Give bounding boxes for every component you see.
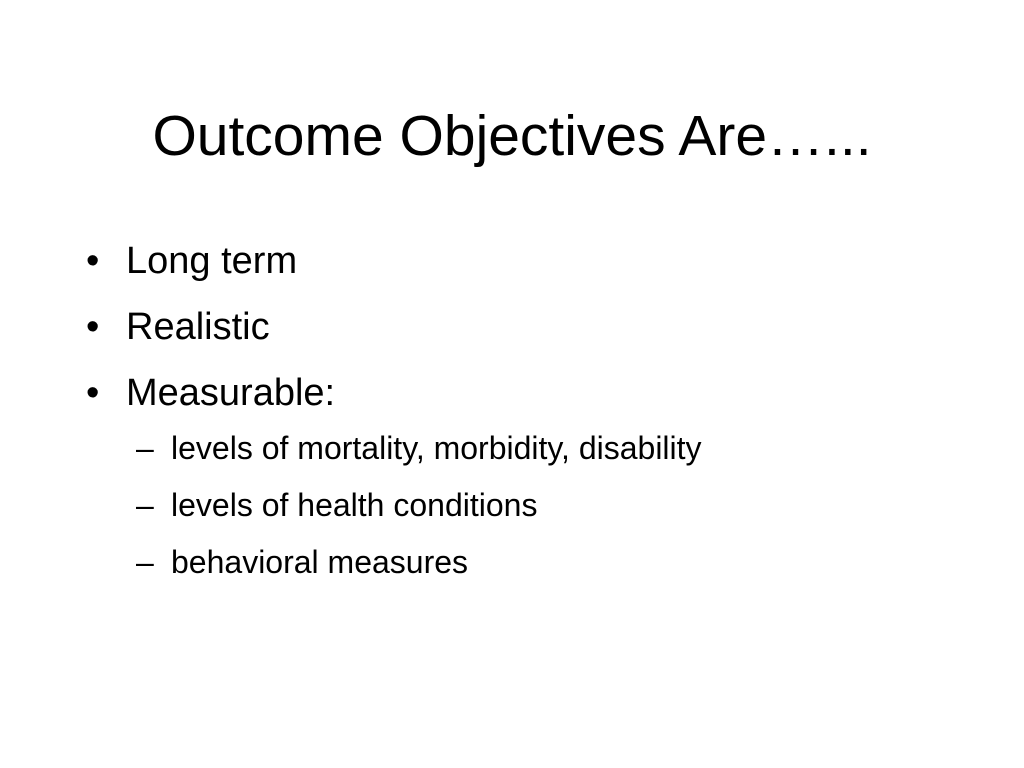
bullet-text: Realistic: [126, 306, 270, 348]
bullet-item-measurable: [86, 360, 986, 426]
dash-icon: –: [136, 544, 154, 580]
bullet-dot-icon: •: [86, 372, 100, 414]
bullet-item-realistic: [86, 294, 986, 360]
sub-bullet-text: behavioral measures: [171, 544, 469, 580]
sub-bullet-text: levels of health conditions: [171, 487, 538, 523]
slide-title: Outcome Objectives Are…...: [152, 104, 872, 168]
bullet-dot-icon: •: [86, 240, 100, 282]
bullet-dot-icon: •: [86, 306, 100, 348]
sub-bullet-group: [86, 420, 986, 591]
bullet-text: Long term: [126, 240, 298, 282]
sub-bullet-item-health-conditions: [136, 477, 986, 534]
sub-bullet-text: levels of mortality, morbidity, disability: [171, 430, 702, 466]
sub-bullet-list: [86, 420, 986, 591]
bullet-text: Measurable:: [126, 372, 336, 414]
bullet-list: [86, 228, 986, 426]
sub-bullet-item-behavioral: [136, 534, 986, 591]
dash-icon: –: [136, 430, 154, 466]
sub-bullet-item-mortality: [136, 420, 986, 477]
dash-icon: –: [136, 487, 154, 523]
bullet-item-long-term: [86, 228, 986, 294]
